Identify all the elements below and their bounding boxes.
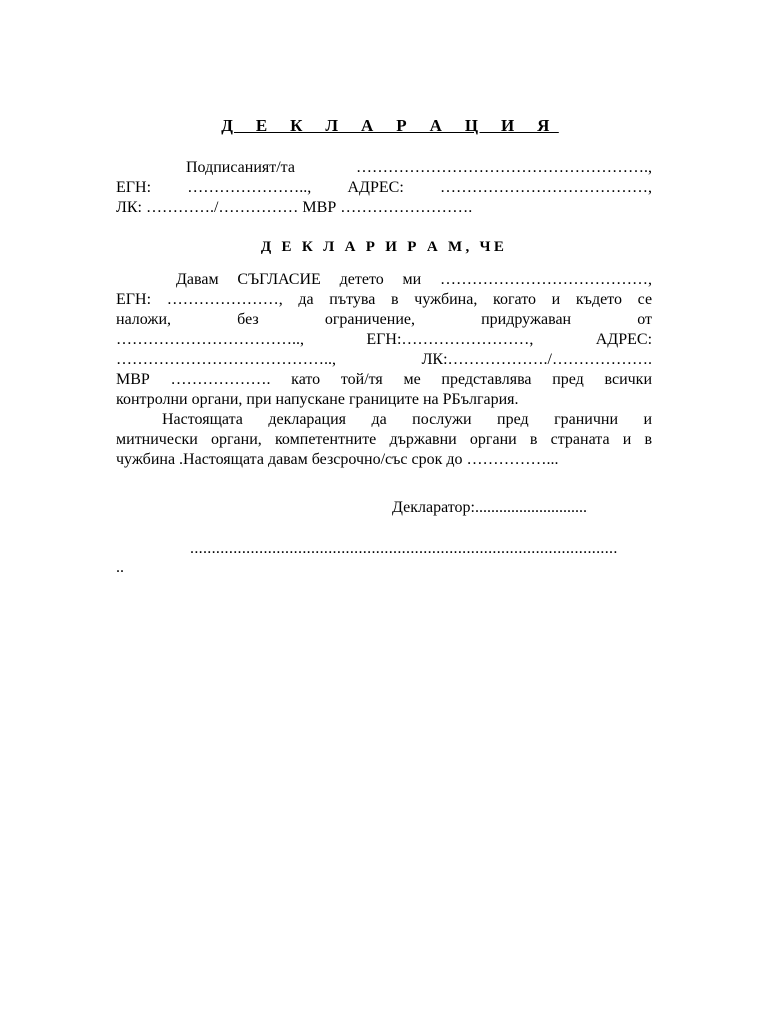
word: Давам	[176, 271, 219, 288]
declaration-subtitle: Д Е К Л А Р И Р А М, ЧЕ	[260, 239, 508, 255]
word: в	[529, 431, 538, 448]
word: органи	[469, 431, 517, 448]
word: всички	[604, 371, 653, 388]
word: ограничение,	[324, 311, 415, 328]
signature-dotted-line: ...................................................................................................	[190, 540, 618, 557]
signer-name-line	[116, 158, 652, 178]
address-blank: …………………………………,	[440, 179, 652, 196]
companion-id-blank: ЛК:………………./……………….	[421, 351, 652, 368]
word: като	[291, 371, 321, 388]
consent-line-1	[116, 270, 652, 290]
word: държавни	[389, 431, 457, 448]
signer-id-card-line: ЛК: …………./…………… МВР …………………….	[116, 199, 473, 216]
word: пред	[552, 371, 584, 388]
signer-egn-address-line	[116, 178, 652, 198]
word: ми	[402, 271, 422, 288]
consent-line-6	[116, 370, 652, 390]
word: той/тя	[340, 371, 383, 388]
egn-label: ЕГН:	[116, 179, 152, 196]
egn-blank: …………………..,	[187, 179, 312, 196]
signature-dotted-tail: ..	[116, 559, 124, 576]
word: когато	[492, 291, 536, 308]
word: и	[643, 411, 653, 428]
consent-block	[116, 270, 652, 410]
word: ме	[403, 371, 421, 388]
word: в	[644, 431, 653, 448]
signer-name-blank: ……………………………………………….,	[356, 159, 652, 176]
word: Настоящата	[162, 411, 243, 428]
companion-name-blank: ……………………………..,	[116, 331, 304, 348]
word: където	[575, 291, 622, 308]
word: митнически	[116, 431, 198, 448]
word: гранични	[554, 411, 619, 428]
word: страната	[550, 431, 610, 448]
companion-address-blank: …………………………………..,	[116, 351, 336, 368]
word: от	[637, 311, 653, 328]
consent-line-2	[116, 290, 652, 310]
signer-label: Подписаният/та	[186, 159, 295, 176]
word: декларация	[268, 411, 347, 428]
consent-line-7: контролни органи, при напускане границите на РБългария.	[116, 391, 519, 408]
word: и	[622, 431, 632, 448]
word: детето	[339, 271, 384, 288]
word: да	[298, 291, 314, 308]
word: МВР	[116, 371, 150, 388]
purpose-block	[116, 410, 652, 470]
word: представлява	[441, 371, 532, 388]
consent-line-4	[116, 330, 652, 350]
word: СЪГЛАСИЕ	[237, 271, 321, 288]
consent-line-3	[116, 310, 652, 330]
word: пътува	[329, 291, 376, 308]
word: в	[391, 291, 399, 308]
word: наложи,	[116, 311, 172, 328]
word: компетентните	[274, 431, 377, 448]
word: АДРЕС:	[595, 331, 653, 348]
word: органи,	[210, 431, 262, 448]
companion-mvr-blank: ……………….	[170, 371, 271, 388]
word: ЕГН:	[116, 291, 152, 308]
word: и	[551, 291, 561, 308]
word: да	[371, 411, 387, 428]
companion-egn-blank: ЕГН:……………………,	[366, 331, 534, 348]
word: пред	[497, 411, 529, 428]
purpose-line-2	[116, 430, 652, 450]
word: чужбина,	[414, 291, 478, 308]
word: без	[237, 311, 259, 328]
purpose-line-1	[116, 410, 652, 430]
declarant-signature-label: Декларатор:............................	[392, 499, 587, 516]
word: се	[637, 291, 653, 308]
document-title: Д Е К Л А Р А Ц И Я	[221, 116, 559, 135]
address-label: АДРЕС:	[347, 179, 404, 196]
child-name-blank: …………………………………,	[440, 271, 653, 288]
consent-line-5	[116, 350, 652, 370]
word: придружаван	[481, 311, 572, 328]
signer-details-block	[116, 158, 652, 218]
child-egn-blank: …………………,	[166, 291, 283, 308]
purpose-line-3: чужбина .Настоящата давам безсрочно/със срок до ……………...	[116, 451, 559, 468]
word: послужи	[412, 411, 472, 428]
